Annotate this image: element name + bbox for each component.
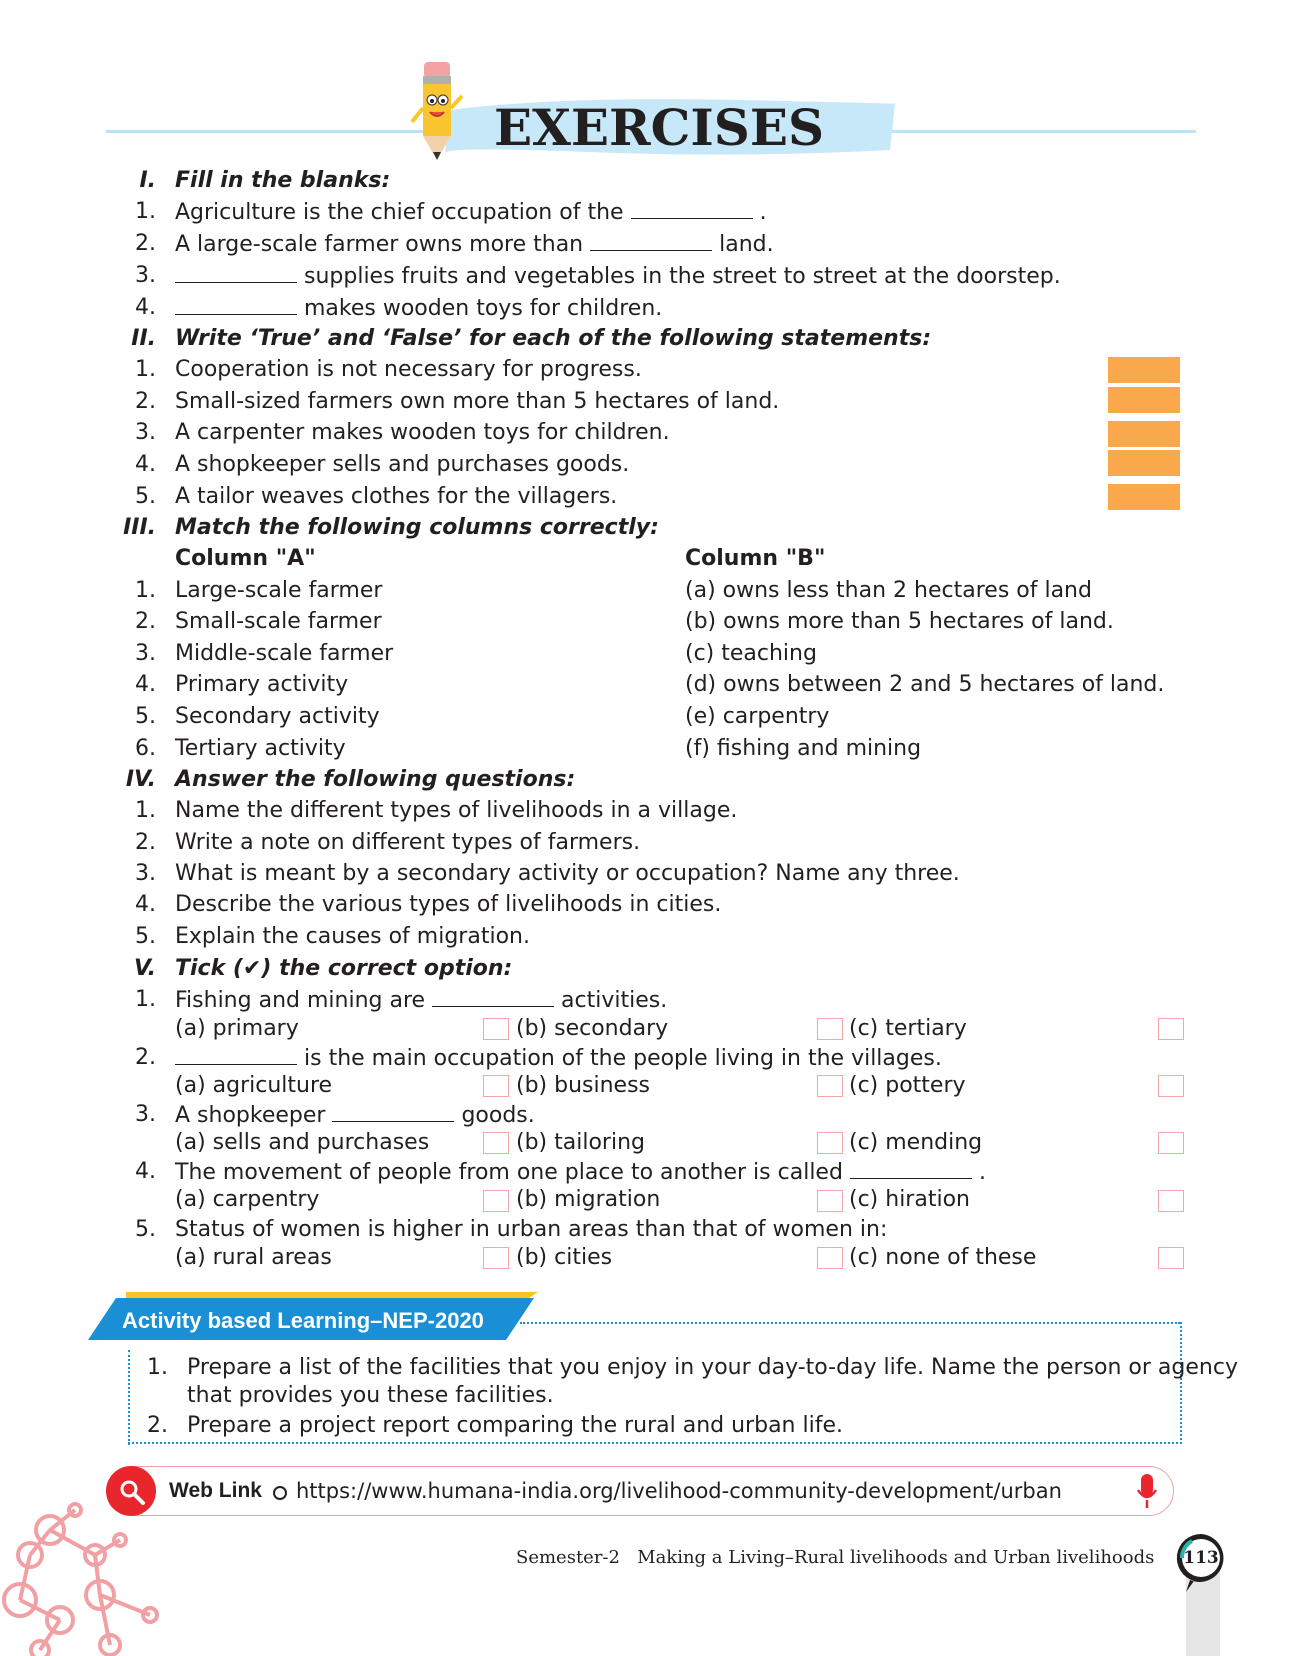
answer-blank: [850, 1158, 972, 1179]
footer-text: [516, 1546, 1154, 1570]
weblink-url[interactable]: https://www.humana-india.org/livelihood-community-development/urban: [296, 1479, 1062, 1503]
weblink-label: Web Link: [169, 1479, 262, 1502]
tick-box[interactable]: [817, 1190, 843, 1212]
tick-box[interactable]: [1158, 1132, 1184, 1154]
tick-box[interactable]: [817, 1247, 843, 1269]
answer-blank: [631, 198, 753, 219]
mcq-option: (a) rural areas: [175, 1245, 332, 1270]
tick-box[interactable]: [817, 1018, 843, 1040]
section-roman: I.: [139, 168, 156, 193]
activity-box-top-border: [520, 1322, 1180, 1324]
mcq-option: (b) migration: [516, 1187, 661, 1212]
answer-blank: [175, 262, 297, 283]
column-a-header: Column "A": [175, 546, 316, 571]
answer-blank: [175, 294, 297, 315]
answer-box[interactable]: [1108, 387, 1180, 413]
mcq-option: (b) tailoring: [516, 1130, 645, 1155]
mcq-option: (b) business: [516, 1073, 651, 1098]
mcq-option: (b) cities: [516, 1245, 613, 1270]
mcq-option: (a) agriculture: [175, 1073, 333, 1098]
answer-box[interactable]: [1108, 484, 1180, 510]
mcq-option: (c) pottery: [849, 1073, 966, 1098]
mcq-option: (a) primary: [175, 1016, 299, 1041]
molecule-decoration-icon: [0, 1500, 180, 1656]
activity-box-left-border: [128, 1350, 130, 1445]
mcq-option: (c) none of these: [849, 1245, 1037, 1270]
footer-semester: Semester-2: [516, 1547, 620, 1568]
mcq-option: (a) sells and purchases: [175, 1130, 430, 1155]
answer-blank: [332, 1101, 454, 1122]
tick-box[interactable]: [483, 1190, 509, 1212]
tick-box[interactable]: [1158, 1075, 1184, 1097]
answer-blank: [175, 1044, 297, 1065]
activity-title: Activity based Learning–NEP-2020: [122, 1308, 484, 1333]
microphone-icon[interactable]: [1136, 1472, 1158, 1510]
tick-box[interactable]: [483, 1018, 509, 1040]
answer-box[interactable]: [1108, 357, 1180, 383]
section-heading-text: Fill in the blanks:: [175, 168, 391, 193]
page-title: EXERCISES: [494, 98, 825, 157]
mcq-option: (a) carpentry: [175, 1187, 320, 1212]
tick-box[interactable]: [483, 1132, 509, 1154]
tick-box[interactable]: [817, 1075, 843, 1097]
tick-box[interactable]: [817, 1132, 843, 1154]
tick-box[interactable]: [1158, 1018, 1184, 1040]
answer-box[interactable]: [1108, 450, 1180, 476]
mcq-option: (c) hiration: [849, 1187, 970, 1212]
tick-box[interactable]: [1158, 1190, 1184, 1212]
pencil-mascot-icon: [408, 56, 464, 166]
answer-blank: [590, 230, 712, 251]
mcq-option: (c) mending: [849, 1130, 983, 1155]
tick-box[interactable]: [1158, 1247, 1184, 1269]
mcq-option: (c) tertiary: [849, 1016, 967, 1041]
footer-chapter: Making a Living–Rural livelihoods and Urban livelihoods: [637, 1547, 1155, 1568]
answer-box[interactable]: [1108, 421, 1180, 447]
tick-box[interactable]: [483, 1075, 509, 1097]
answer-blank: [432, 986, 554, 1007]
tick-box[interactable]: [483, 1247, 509, 1269]
weblink-bullet-icon: [273, 1486, 287, 1500]
mcq-option: (b) secondary: [516, 1016, 669, 1041]
page-number: 113: [1183, 1548, 1219, 1568]
column-b-header: Column "B": [685, 546, 826, 571]
